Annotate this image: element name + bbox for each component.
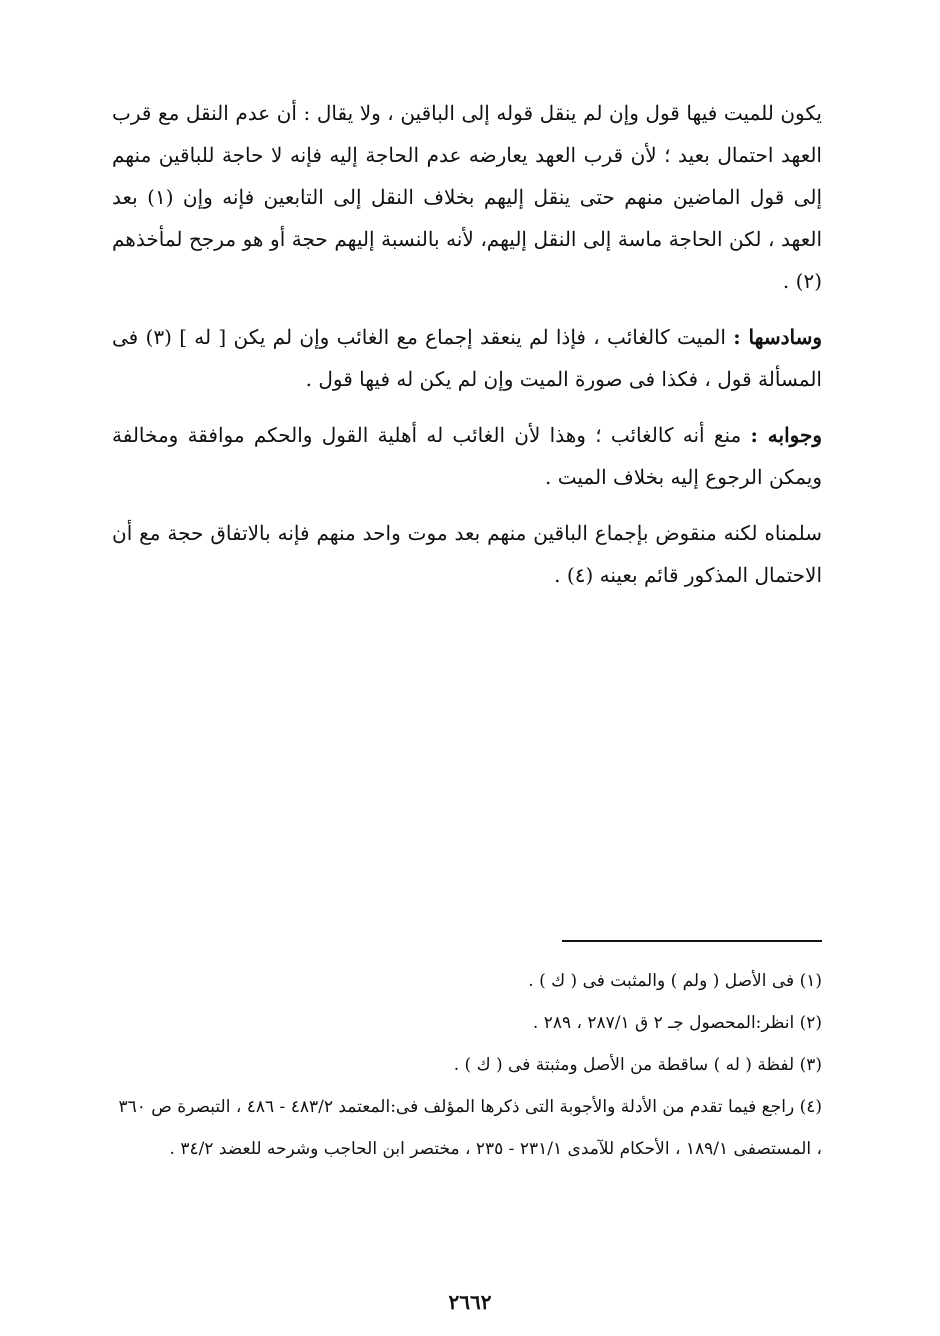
paragraph-body: الميت كالغائب ، فإذا لم ينعقد إجماع مع الغائب وإن لم يكن [ له ] (٣) فى المسألة قول ، فكذا فى صورة الميت وإن لم يكن له فيها قول . (112, 325, 822, 391)
page-number: ٢٦٦٢ (448, 1290, 492, 1314)
paragraph-lead: وسادسها : (733, 325, 822, 349)
paragraph-lead: وجوابه : (750, 423, 823, 447)
footnotes (112, 960, 822, 1170)
paragraph-4 (112, 512, 822, 596)
footnote-divider (562, 940, 822, 942)
footnote-4: (٤) راجع فيما تقدم من الأدلة والأجوبة التى ذكرها المؤلف فى:المعتمد ٤٨٣/٢ - ٤٨٦ ، التبصرة ص ٣٦٠ ، المستصفى ١٨٩/١ ، الأحكام للآمدى ٢٣١/١ - ٢٣٥ ، مختصر ابن الحاجب وشرحه للعضد ٣٤/٢ . (118, 1097, 822, 1159)
paragraph-body: سلمناه لكنه منقوض بإجماع الباقين منهم بعد موت واحد منهم فإنه بالاتفاق حجة مع أن الاحتمال المذكور قائم بعينه (٤) . (112, 521, 822, 587)
footnote-2: (٢) انظر:المحصول جـ ٢ ق ٢٨٧/١ ، ٢٨٩ . (532, 1013, 822, 1033)
paragraph-1 (112, 92, 822, 302)
footnote-1: (١) فى الأصل ( ولم ) والمثبت فى ( ك ) . (528, 971, 822, 991)
paragraph-body: يكون للميت فيها قول وإن لم ينقل قوله إلى الباقين ، ولا يقال : أن عدم النقل مع قرب العهد احتمال بعيد ؛ لأن قرب العهد يعارضه عدم الحاجة إليه فإنه لا حاجة للباقين منهم إلى قول الماضين منهم حتى ينقل إليهم بخلاف النقل إلى التابعين فإنه وإن (١) بعد العهد ، لكن الحاجة ماسة إلى النقل إليهم، لأنه بالنسبة إليهم حجة أو هو مرجح لمأخذهم (٢) . (112, 101, 823, 293)
paragraph-3 (112, 414, 822, 498)
paragraph-2 (112, 316, 822, 400)
footnote-3: (٣) لفظة ( له ) ساقطة من الأصل ومثبتة فى ( ك ) . (453, 1055, 822, 1075)
main-text (112, 92, 822, 610)
paragraph-body: منع أنه كالغائب ؛ وهذا لأن الغائب له أهلية القول والحكم موافقة ومخالفة ويمكن الرجوع إليه بخلاف الميت . (112, 423, 822, 489)
